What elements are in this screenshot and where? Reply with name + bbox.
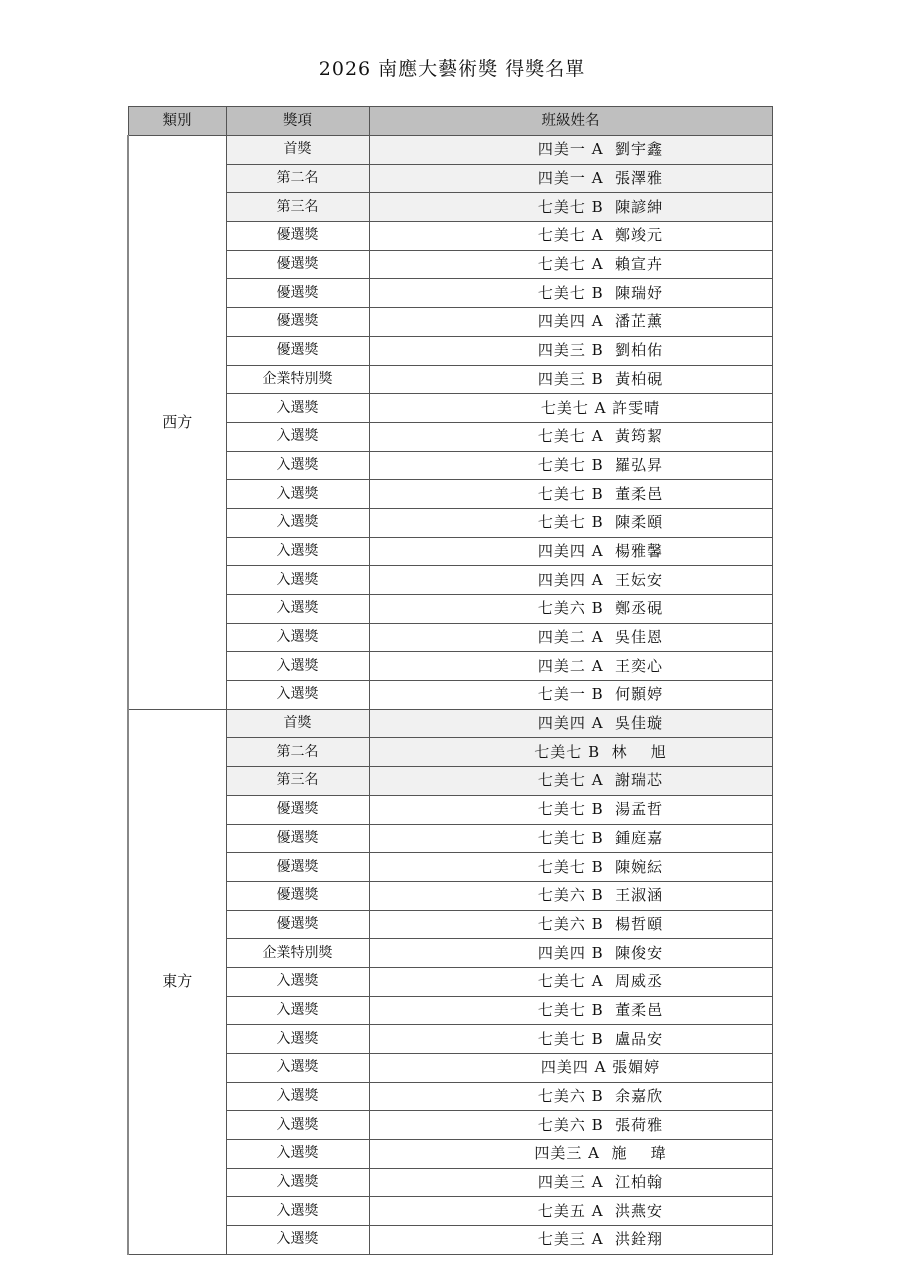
award-cell: 優選獎	[226, 308, 369, 337]
award-cell: 優選獎	[226, 336, 369, 365]
award-cell: 入選獎	[226, 451, 369, 480]
class-name-cell: 七美七 B 羅弘昇	[369, 451, 772, 480]
class-name-cell: 七美七 A 鄭竣元	[369, 222, 772, 251]
award-cell: 第二名	[226, 738, 369, 767]
class-name-cell: 七美七 A 許雯晴	[369, 394, 772, 423]
class-name-cell: 七美一 B 何顥婷	[369, 681, 772, 710]
class-name-cell: 四美二 A 王奕心	[369, 652, 772, 681]
class-name-cell: 四美一 A 張澤雅	[369, 164, 772, 193]
award-cell: 入選獎	[226, 508, 369, 537]
class-name-cell: 七美六 B 王淑涵	[369, 881, 772, 910]
class-name-cell: 七美七 B 陳婉紜	[369, 853, 772, 882]
award-cell: 優選獎	[226, 795, 369, 824]
award-cell: 入選獎	[226, 394, 369, 423]
class-name-cell: 七美七 A 賴宣卉	[369, 250, 772, 279]
award-cell: 入選獎	[226, 422, 369, 451]
class-name-cell: 七美七 B 陳諺紳	[369, 193, 772, 222]
class-name-cell: 七美七 B 鍾庭嘉	[369, 824, 772, 853]
class-name-cell: 四美四 A 張媚婷	[369, 1054, 772, 1083]
award-cell: 入選獎	[226, 1197, 369, 1226]
award-cell: 入選獎	[226, 1168, 369, 1197]
class-name-cell: 七美七 A 周威丞	[369, 967, 772, 996]
class-name-cell: 七美六 B 鄭丞硯	[369, 595, 772, 624]
award-cell: 入選獎	[226, 1082, 369, 1111]
class-name-cell: 七美七 A 黃筠絜	[369, 422, 772, 451]
class-name-cell: 七美七 B 陳柔頤	[369, 508, 772, 537]
class-name-cell: 四美一 A 劉宇鑫	[369, 136, 772, 165]
award-cell: 優選獎	[226, 250, 369, 279]
table-row	[128, 136, 772, 165]
class-name-cell: 四美四 A 吳佳璇	[369, 709, 772, 738]
table-body	[128, 136, 772, 1255]
award-cell: 第二名	[226, 164, 369, 193]
class-name-cell: 七美七 A 謝瑞芯	[369, 767, 772, 796]
class-name-cell: 四美三 A 江柏翰	[369, 1168, 772, 1197]
award-cell: 入選獎	[226, 1111, 369, 1140]
class-name-cell: 七美五 A 洪燕安	[369, 1197, 772, 1226]
class-name-cell: 七美七 B 湯孟哲	[369, 795, 772, 824]
award-cell: 入選獎	[226, 566, 369, 595]
table-header-row	[128, 107, 772, 136]
class-name-cell: 四美四 A 王妘安	[369, 566, 772, 595]
class-name-cell: 七美七 B 林 旭	[369, 738, 772, 767]
class-name-cell: 四美三 B 劉柏佑	[369, 336, 772, 365]
category-cell: 西方	[128, 136, 226, 710]
class-name-cell: 四美三 B 黃柏硯	[369, 365, 772, 394]
document-title: 2026 南應大藝術獎 得獎名單	[318, 58, 586, 80]
award-cell: 入選獎	[226, 1140, 369, 1169]
class-name-cell: 七美六 B 余嘉欣	[369, 1082, 772, 1111]
class-name-cell: 四美三 A 施 瑋	[369, 1140, 772, 1169]
class-name-cell: 七美七 B 陳瑞妤	[369, 279, 772, 308]
class-name-cell: 七美七 B 董柔邑	[369, 480, 772, 509]
award-cell: 第三名	[226, 193, 369, 222]
class-name-cell: 四美四 B 陳俊安	[369, 939, 772, 968]
header-category: 類別	[128, 107, 226, 136]
award-cell: 入選獎	[226, 623, 369, 652]
class-name-cell: 七美六 B 張荷雅	[369, 1111, 772, 1140]
awards-table	[127, 106, 773, 1255]
award-cell: 入選獎	[226, 480, 369, 509]
class-name-cell: 七美七 B 盧品安	[369, 1025, 772, 1054]
class-name-cell: 七美七 B 董柔邑	[369, 996, 772, 1025]
category-cell: 東方	[128, 709, 226, 1254]
award-cell: 企業特別獎	[226, 365, 369, 394]
award-cell: 入選獎	[226, 1025, 369, 1054]
award-cell: 首獎	[226, 709, 369, 738]
class-name-cell: 四美四 A 楊雅馨	[369, 537, 772, 566]
award-cell: 企業特別獎	[226, 939, 369, 968]
award-cell: 優選獎	[226, 824, 369, 853]
award-cell: 優選獎	[226, 279, 369, 308]
award-cell: 入選獎	[226, 996, 369, 1025]
class-name-cell: 七美三 A 洪銓翔	[369, 1226, 772, 1255]
award-cell: 入選獎	[226, 652, 369, 681]
header-award: 獎項	[226, 107, 369, 136]
award-cell: 入選獎	[226, 1054, 369, 1083]
award-cell: 優選獎	[226, 910, 369, 939]
award-cell: 優選獎	[226, 222, 369, 251]
award-cell: 入選獎	[226, 1226, 369, 1255]
class-name-cell: 四美四 A 潘芷薰	[369, 308, 772, 337]
award-cell: 優選獎	[226, 881, 369, 910]
header-class-name: 班級姓名	[369, 107, 772, 136]
class-name-cell: 四美二 A 吳佳恩	[369, 623, 772, 652]
award-cell: 首獎	[226, 136, 369, 165]
award-cell: 優選獎	[226, 853, 369, 882]
award-cell: 入選獎	[226, 967, 369, 996]
class-name-cell: 七美六 B 楊哲頤	[369, 910, 772, 939]
table-row	[128, 709, 772, 738]
award-cell: 入選獎	[226, 537, 369, 566]
award-cell: 第三名	[226, 767, 369, 796]
award-cell: 入選獎	[226, 681, 369, 710]
award-cell: 入選獎	[226, 595, 369, 624]
